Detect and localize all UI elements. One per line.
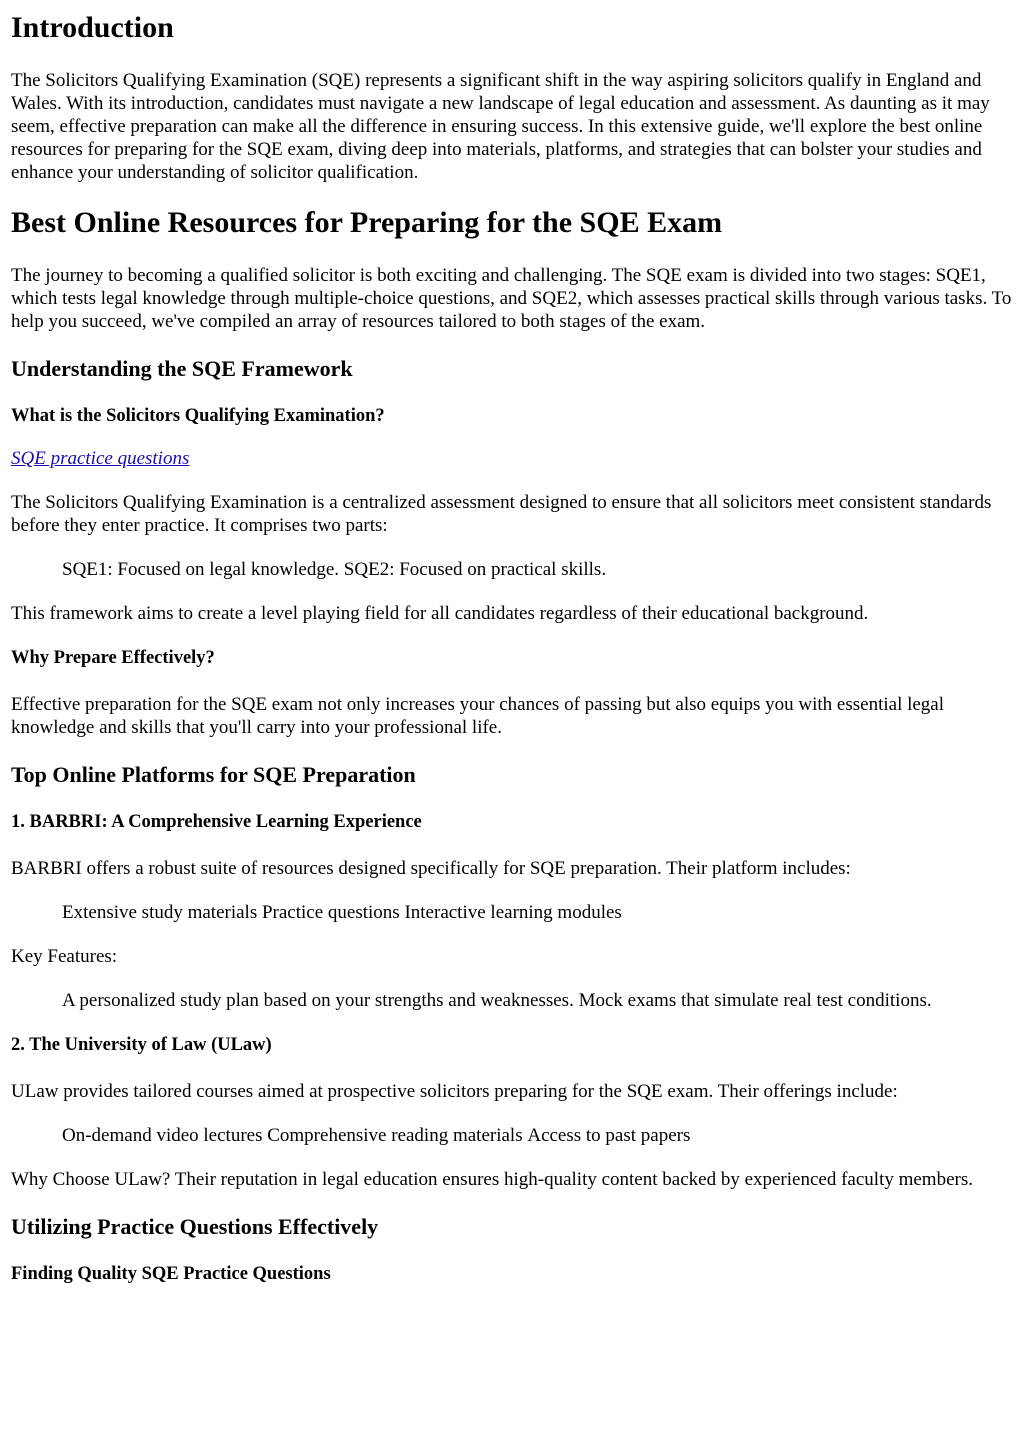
list-item: Mock exams that simulate real test conditions. xyxy=(578,990,932,1011)
list-item: Access to past papers xyxy=(527,1125,691,1146)
sqe-description-paragraph: The Solicitors Qualifying Examination is a centralized assessment designed to ensure that all solicitors meet consistent standards before they enter practice. It comprises two parts: xyxy=(11,492,992,536)
why-prepare-heading: Why Prepare Effectively? xyxy=(11,648,215,668)
list-item: Comprehensive reading materials xyxy=(267,1125,523,1146)
practice-heading: Utilizing Practice Questions Effectively xyxy=(11,1214,379,1239)
platforms-heading: Top Online Platforms for SQE Preparation xyxy=(11,762,416,787)
barbri-items-list xyxy=(11,901,1016,924)
practice-link-paragraph xyxy=(11,447,1016,470)
barbri-features-list xyxy=(11,989,1016,1012)
why-prepare-paragraph: Effective preparation for the SQE exam not only increases your chances of passing but also equips you with essential legal knowledge and skills that you'll carry into your professional life. xyxy=(11,694,945,738)
barbri-heading: 1. BARBRI: A Comprehensive Learning Experience xyxy=(11,812,422,832)
sqe-practice-questions-link[interactable]: SQE practice questions xyxy=(11,448,190,469)
framework-heading: Understanding the SQE Framework xyxy=(11,356,353,381)
intro-heading: Introduction xyxy=(11,11,174,44)
article xyxy=(0,10,1024,1286)
framework-closing-paragraph: This framework aims to create a level playing field for all candidates regardless of their educational background. xyxy=(11,603,869,624)
list-item: A personalized study plan based on your strengths and weaknesses. xyxy=(62,990,574,1011)
what-is-sqe-heading: What is the Solicitors Qualifying Examination? xyxy=(11,406,385,426)
list-item: Interactive learning modules xyxy=(404,902,622,923)
main-paragraph: The journey to becoming a qualified solicitor is both exciting and challenging. The SQE exam is divided into two stages: SQE1, which tests legal knowledge through multiple-choice questions, and SQE2, which assesses practical skills through various tasks. To help you succeed, we've compiled an array of resources tailored to both stages of the exam. xyxy=(11,265,1012,332)
ulaw-paragraph: ULaw provides tailored courses aimed at prospective solicitors preparing for the SQE exam. Their offerings include: xyxy=(11,1081,898,1102)
list-item: Practice questions xyxy=(261,902,400,923)
list-item: Extensive study materials xyxy=(62,902,258,923)
list-item: On-demand video lectures xyxy=(62,1125,263,1146)
barbri-paragraph: BARBRI offers a robust suite of resources designed specifically for SQE preparation. Their platform includes: xyxy=(11,858,851,879)
barbri-features-label: Key Features: xyxy=(11,946,118,967)
intro-paragraph: The Solicitors Qualifying Examination (SQE) represents a significant shift in the way aspiring solicitors qualify in England and Wales. With its introduction, candidates must navigate a new landscape of legal education and assessment. As daunting as it may seem, effective preparation can make all the difference in ensuring success. In this extensive guide, we'll explore the best online resources for preparing for the SQE exam, diving deep into materials, platforms, and strategies that can bolster your studies and enhance your understanding of solicitor qualification. xyxy=(11,70,990,183)
ulaw-why-paragraph: Why Choose ULaw? Their reputation in legal education ensures high-quality content backed by experienced faculty members. xyxy=(11,1169,973,1190)
list-item: SQE1: Focused on legal knowledge. xyxy=(62,559,340,580)
ulaw-heading: 2. The University of Law (ULaw) xyxy=(11,1035,272,1055)
finding-questions-heading: Finding Quality SQE Practice Questions xyxy=(11,1264,331,1284)
list-item: SQE2: Focused on practical skills. xyxy=(343,559,607,580)
main-heading: Best Online Resources for Preparing for the SQE Exam xyxy=(11,206,723,239)
sqe-parts-list xyxy=(11,558,1016,581)
ulaw-items-list xyxy=(11,1124,1016,1147)
